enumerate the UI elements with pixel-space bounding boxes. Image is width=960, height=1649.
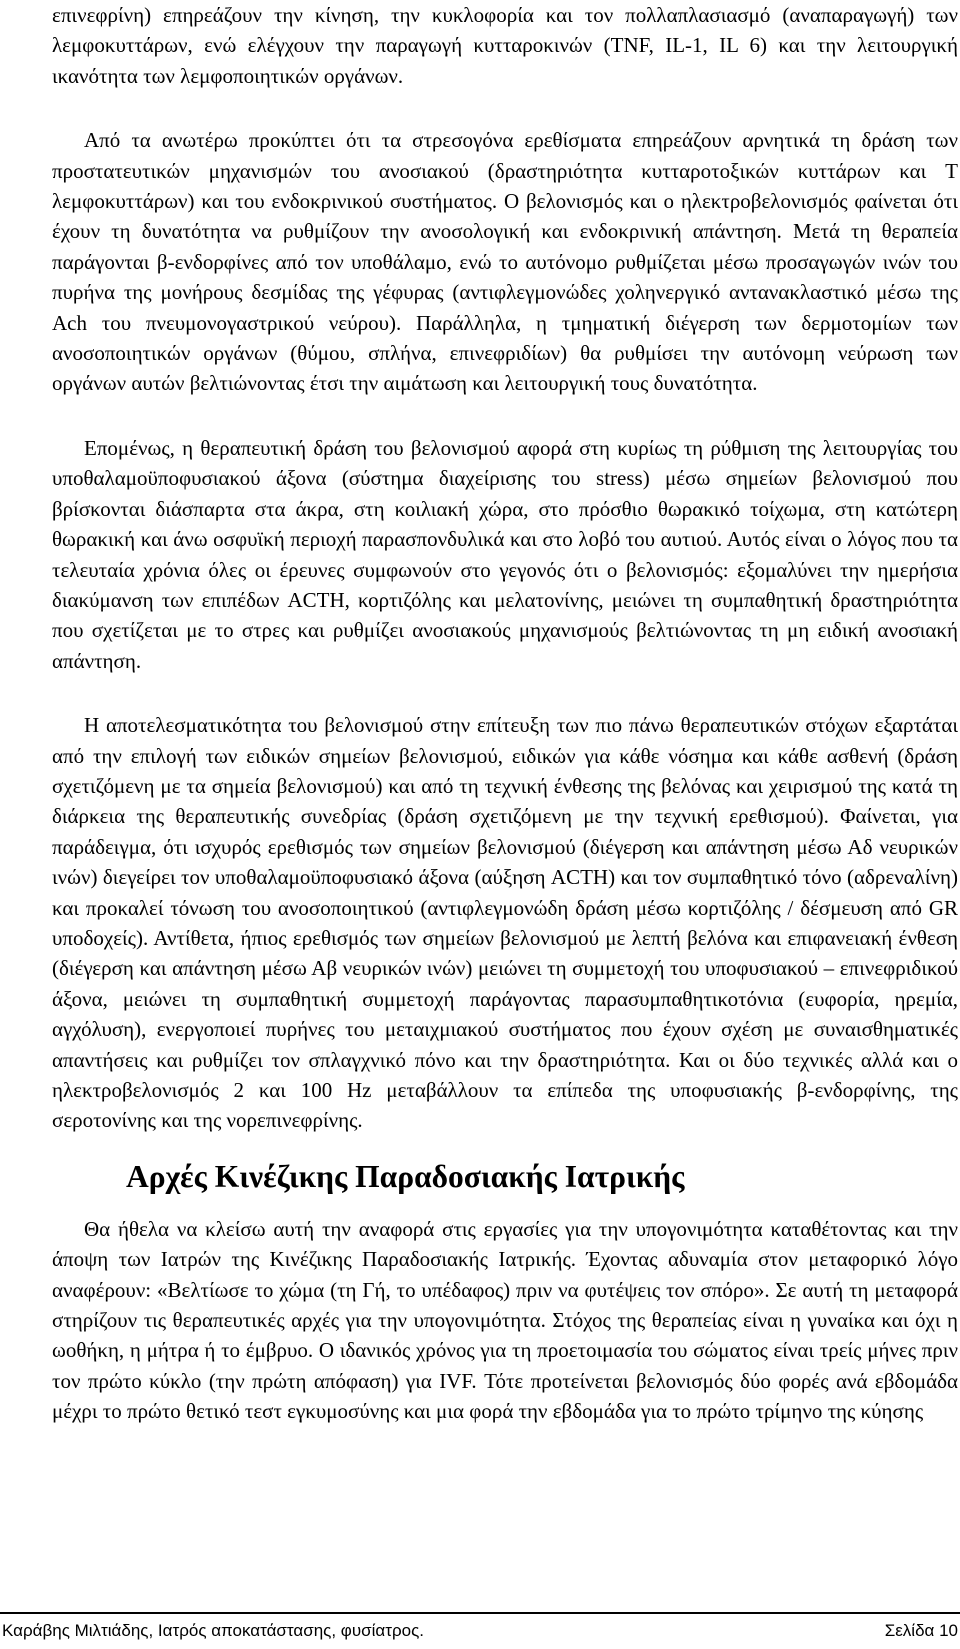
page-body [52, 0, 958, 1427]
paragraph-gap [52, 1200, 958, 1214]
paragraph-gap [52, 1136, 958, 1154]
section-heading: Αρχές Κινέζικης Παραδοσιακής Ιατρικής [126, 1158, 685, 1194]
page-number: Σελίδα 10 [884, 1621, 958, 1640]
paragraph-gap [52, 91, 958, 125]
paragraph-3: Επομένως, η θεραπευτική δράση του βελονισμού αφορά στη κυρίως τη ρύθμιση της λειτουργίας του υποθαλαμοϋποφυσιακού άξονα (σύστημα διαχείρισης του stress) μέσω σημείων βελονισμού που βρίσκονται διάσπαρτα στα άκρα, στη κοιλιακή χώρα, στο πρόσθιο θωρακικό τοίχωμα, στη κατώτερη θωρακική και άνω οσφυϊκή περιοχή παρασπονδυλικά και στο λοβό του αυτιού. Αυτός είναι ο λόγος που τα τελευταία χρόνια όλες οι έρευνες συμφωνούν στο γεγονός ότι ο βελονισμός: εξομαλύνει την ημερήσια διακύμανση των επιπέδων ACTH, κορτιζόλης και μελατονίνης, μειώνει τη συμπαθητική δραστηριότητα που σχετίζεται με το στρες και ρυθμίζει ανοσιακούς μηχανισμούς βελτιώνοντας τη μη ειδική ανοσιακή απάντηση. [52, 435, 958, 673]
footer-author: Καράβης Μιλτιάδης, Ιατρός αποκατάστασης, φυσίατρος. [2, 1621, 424, 1640]
footer-divider [0, 1612, 960, 1614]
paragraph-5: Θα ήθελα να κλείσω αυτή την αναφορά στις εργασίες για την υπογονιμότητα καταθέτοντας και την άποψη των Ιατρών της Κινέζικης Παραδοσιακής Ιατρικής. Έχοντας αδυναμία στον μεταφορικό λόγο αναφέρουν: «Βελτίωσε το χώμα (τη Γή, το υπέδαφος) πριν να φυτέψεις τον σπόρο». Σε αυτή τη μεταφορά στηρίζουν τις θεραπευτικές αρχές για την υπογονιμότητα. Στόχος της θεραπείας είναι η γυναίκα και όχι η ωοθήκη, η μήτρα ή το έμβρυο. Ο ιδανικός χρόνος για τη προετοιμασία του σώματος είναι τρείς μήνες πριν τον πρώτο κύκλο (την πρώτη απόφαση) για IVF. Τότε προτείνεται βελονισμός δύο φορές ανά εβδομάδα μέχρι το πρώτο θετικό τεστ εγκυμοσύνης και μια φορά την εβδομάδα για το πρώτο τρίμηνο της κύησης [52, 1216, 958, 1424]
paragraph-4: Η αποτελεσματικότητα του βελονισμού στην επίτευξη των πιο πάνω θεραπευτικών στόχων εξαρτάται από την επιλογή των ειδικών σημείων βελονισμού, ειδικών για κάθε νόσημα και κάθε ασθενή (δράση σχετιζόμενη με τα σημεία βελονισμού) και από τη τεχνική ένθεσης της βελόνας και χειρισμού της κατά τη διάρκεια της θεραπευτικής συνεδρίας (δράση σχετιζόμενη με την τεχνική ερεθισμού). Φαίνεται, για παράδειγμα, ότι ισχυρός ερεθισμός των σημείων βελονισμού (διέγερση και απάντηση μέσω Αδ νευρικών ινών) διεγείρει τον υποθαλαμοϋποφυσιακό άξονα (αύξηση ACTH) και τον συμπαθητικό τόνο (αδρεναλίνη) και προκαλεί τόνωση του ανοσοποιητικού (αντιφλεγμονώδη δράση μέσω κορτιζόλης / δέσμευση από GR υποδοχείς). Αντίθετα, ήπιος ερεθισμός των σημείων βελονισμού με λεπτή βελόνα και επιφανειακή ένθεση (διέγερση και απάντηση μέσω Αβ νευρικών ινών) μειώνει τη συμμετοχή του υποφυσιακού – επινεφριδικού άξονα, μειώνει τη συμπαθητική συμμετοχή παράγοντας παρασυμπαθητικοτόνια (ευφορία, ηρεμία, αγχόλυση), ενεργοποιεί πυρήνες του μεταιχμιακού συστήματος που έχουν σχέση με συναισθηματικές απαντήσεις και ρυθμίζει τον σπλαγχνικό πόνο και την δραστηριότητα. Και οι δύο τεχνικές αλλά και ο ηλεκτροβελονισμός 2 και 100 Hz μεταβάλλουν τα επίπεδα της υποφυσιακής β-ενδορφίνης, της σεροτονίνης και της νορεπινεφρίνης. [52, 713, 958, 1133]
page-footer [0, 1618, 960, 1644]
paragraph-gap [52, 676, 958, 710]
paragraph-2: Από τα ανωτέρω προκύπτει ότι τα στρεσογόνα ερεθίσματα επηρεάζουν αρνητικά τη δράση των προστατευτικών μηχανισμών του ανοσιακού (δραστηριότητα κυτταροτοξικών κυττάρων και T λεμφοκυττάρων) και του ενδοκρινικού συστήματος. Ο βελονισμός και ο ηλεκτροβελονισμός φαίνεται ότι έχουν τη δυνατότητα να ρυθμίζουν την ανοσολογική και ενδοκρινική απάντηση. Μετά τη θεραπεία παράγονται β-ενδορφίνες από τον υποθάλαμο, ενώ το αυτόνομο ρυθμίζεται μέσω προσαγωγών ινών του πυρήνα της μονήρους δεσμίδας της γέφυρας (αντιφλεγμονώδες χοληνεργικό αντανακλαστικό μέσω της Ach του πνευμονογαστρικού νεύρου). Παράλληλα, η τμηματική διέγερση των δερμοτομίων των ανοσοποιητικών οργάνων (θύμου, σπλήνα, επινεφριδίων) θα ρυθμίσει την αυτόνομη νεύρωση των οργάνων αυτών βελτιώνοντας έτσι την αιμάτωση και λειτουργική τους δυνατότητα. [52, 128, 958, 396]
paragraph-1: επινεφρίνη) επηρεάζουν την κίνηση, την κυκλοφορία και τον πολλαπλασιασμό (αναπαραγωγή) των λεμφοκυττάρων, ενώ ελέγχουν την παραγωγή κυτταροκινών (TNF, IL-1, IL 6) και την λειτουργική ικανότητα των λεμφοποιητικών οργάνων. [52, 3, 958, 88]
paragraph-gap [52, 399, 958, 433]
